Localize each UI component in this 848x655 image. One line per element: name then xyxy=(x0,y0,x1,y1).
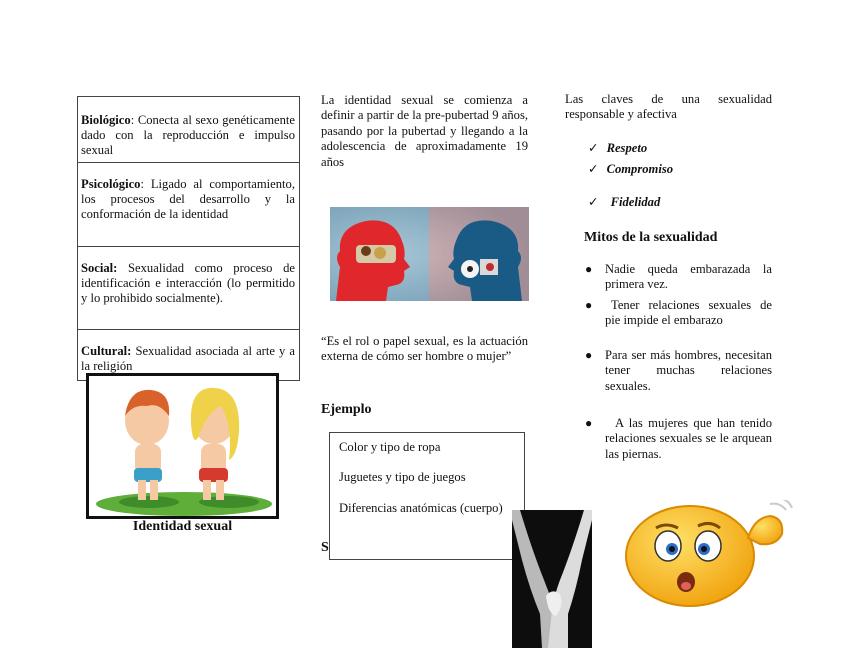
dimensions-table xyxy=(77,96,300,381)
bullet-icon: ● xyxy=(585,262,593,276)
dimension-term: Biológico xyxy=(81,113,131,127)
dimension-social xyxy=(78,247,299,330)
keys-intro: Las claves de una sexualidad responsable y afectiva xyxy=(565,92,772,122)
example-box xyxy=(329,432,525,560)
dimension-biologico xyxy=(78,97,299,163)
dimension-text: : Ligado al comportamiento, los procesos del desarrollo y la conformación de la identidad xyxy=(81,177,295,222)
image-caption: Identidad sexual xyxy=(132,519,233,534)
bullet-icon: ● xyxy=(585,348,593,362)
key-item xyxy=(588,193,660,211)
confused-face-icon xyxy=(620,500,795,610)
myth-item xyxy=(585,262,772,294)
dimension-cultural xyxy=(78,330,299,378)
bullet-icon: ● xyxy=(585,298,593,312)
children-illustration xyxy=(86,373,279,519)
example-item: Juguetes y tipo de juegos xyxy=(339,470,466,484)
myth-text: Para ser más hombres, necesitan tener muchas relaciones sexuales. xyxy=(605,348,772,393)
check-icon: ✓ xyxy=(588,195,599,209)
dimension-psicologico xyxy=(78,163,299,247)
role-quote: “Es el rol o papel sexual, es la actuación externa de cómo ser hombre o mujer” xyxy=(321,334,528,364)
dimension-term: Social: xyxy=(81,261,118,275)
key-label: Fidelidad xyxy=(610,195,661,209)
myth-text: Nadie queda embarazada la primera vez. xyxy=(605,262,772,292)
dimension-text: Sexualidad como proceso de identificación e interacción (lo permitido y lo prohibido socialmente). xyxy=(81,261,295,306)
example-item: Diferencias anatómicas (cuerpo) xyxy=(339,501,503,515)
example-title: Ejemplo xyxy=(321,402,372,417)
key-label: Respeto xyxy=(606,141,648,155)
myths-title: Mitos de la sexualidad xyxy=(584,230,718,245)
children-image xyxy=(89,376,276,516)
check-icon: ✓ xyxy=(588,141,599,155)
myth-text: A las mujeres que han tenido relaciones sexuales se le arquean las piernas. xyxy=(605,416,772,461)
confused-emoji xyxy=(620,500,795,610)
example-item: Color y tipo de ropa xyxy=(339,440,441,454)
myth-item xyxy=(585,416,772,466)
key-item xyxy=(588,139,647,157)
dimension-term: Psicológico xyxy=(81,177,141,191)
hands-image xyxy=(512,510,592,648)
dimension-term: Cultural: xyxy=(81,344,132,358)
key-item xyxy=(588,160,673,178)
key-label: Compromiso xyxy=(606,162,674,176)
heads-image xyxy=(330,207,529,301)
dimension-text: Sexualidad asociada al arte y a la religión xyxy=(81,344,295,374)
holding-hands-photo xyxy=(512,510,592,648)
myth-item xyxy=(585,298,772,332)
heads-illustration xyxy=(330,207,529,301)
myth-text: Tener relaciones sexuales de pie impide el embarazo xyxy=(605,298,772,328)
dimension-text: : Conecta al sexo genéticamente dado con la reproducción e impulso sexual xyxy=(81,113,295,158)
identity-intro: La identidad sexual se comienza a definir a partir de la pre-pubertad 9 años, pasando por la pubertad y llegando a la adolescencia de aproximadamente 19 años xyxy=(321,93,528,169)
check-icon: ✓ xyxy=(588,162,599,176)
myth-item xyxy=(585,348,772,398)
bullet-icon: ● xyxy=(585,416,593,430)
partial-heading: S xyxy=(321,540,329,555)
